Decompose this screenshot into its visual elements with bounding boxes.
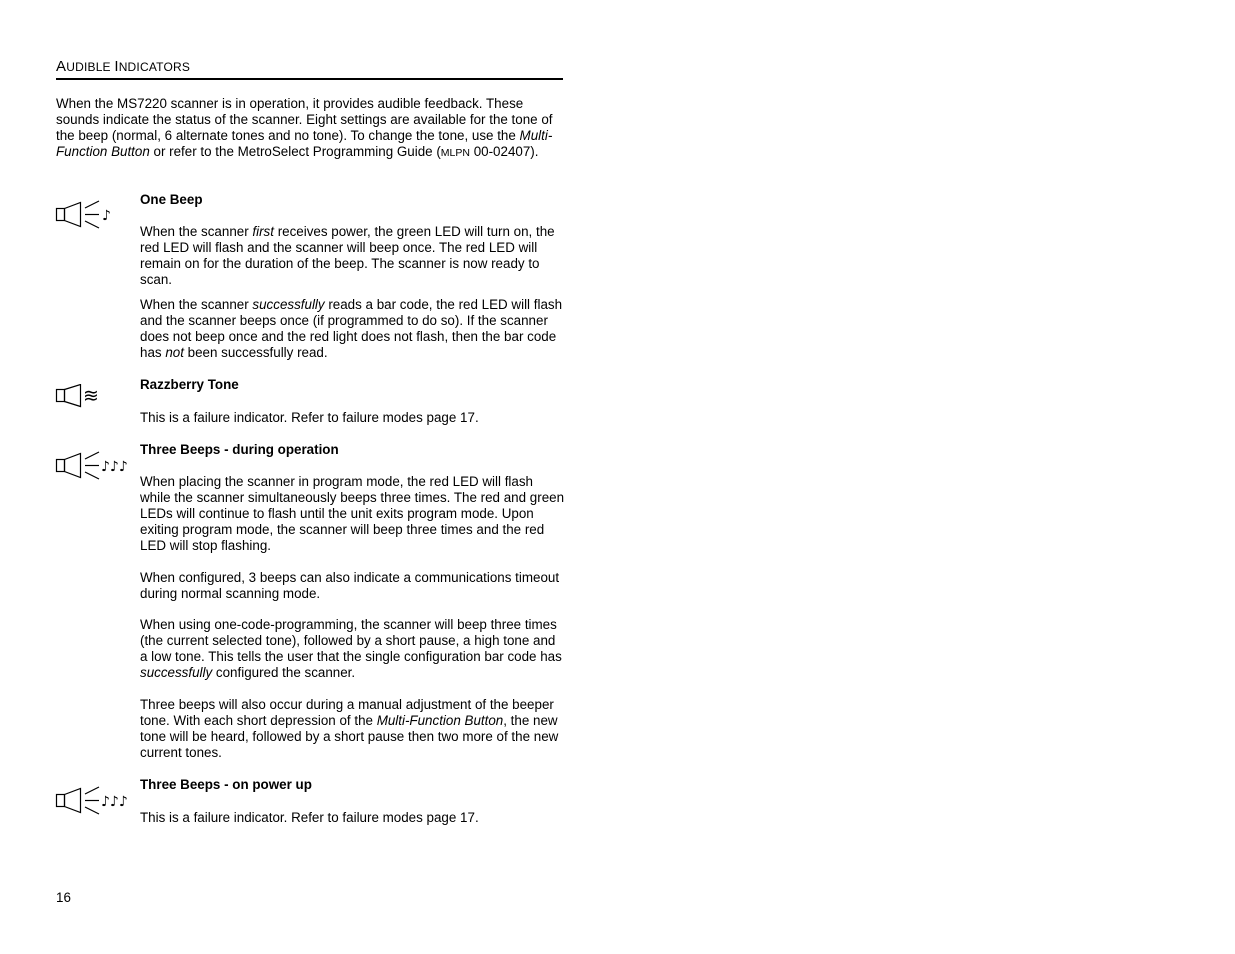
razzberry-title: Razzberry Tone: [140, 377, 239, 392]
one-beep-paragraph-2: When the scanner successfully reads a bar code, the red LED will flash and the scanner beeps once (if programmed to do so). If the scanner does not beep once and the red light does not flash, then the bar code has not been successfully read.: [140, 297, 563, 360]
heading-first-letter: A: [56, 58, 67, 75]
three-beeps-operation-paragraph-3: When using one-code-programming, the scanner will beep three times (the current selected tone), followed by a short pause, a high tone and a low tone. This tells the user that the single configuration bar code has successfully configured the scanner.: [140, 617, 562, 680]
page-number: 16: [56, 890, 71, 905]
three-beeps-operation-title: Three Beeps - during operation: [140, 442, 339, 457]
speaker-one-note-icon: [55, 198, 117, 232]
three-beeps-operation-paragraph-4: Three beeps will also occur during a manual adjustment of the beeper tone. With each short depression of the Multi-Function Button, the new tone will be heard, followed by a short pause then two more of the new current tones.: [140, 697, 559, 760]
one-beep-title: One Beep: [140, 192, 203, 207]
heading-small-caps-1: UDIBLE: [66, 60, 115, 74]
intro-text-1: When the MS7220 scanner is in operation, it provides audible feedback. These sounds indicate the status of the scanner. Eight settings are available for the tone of the beep (normal, 6 alternate tones and no tone). To change the tone, use the: [56, 96, 553, 143]
speaker-wave-icon: [55, 384, 117, 408]
intro-paragraph: [56, 96, 561, 161]
section-heading: [56, 58, 563, 80]
three-beeps-powerup-paragraph: This is a failure indicator. Refer to failure modes page 17.: [140, 810, 479, 825]
svg-text:♪: ♪: [102, 208, 111, 224]
intro-italic: Multi-Function Button: [56, 128, 553, 159]
heading-second-letter: I: [114, 58, 119, 75]
intro-text-3: 00-02407).: [469, 144, 539, 159]
intro-text-2: or refer to the MetroSelect Programming Guide (: [149, 144, 441, 159]
three-beeps-operation-paragraph-1: When placing the scanner in program mode, the red LED will flash while the scanner simultaneously beeps three times. The red and green LEDs will continue to flash until the unit exits program mode. Upon exiting program mode, the scanner will beep three times and the red LED will stop flashing.: [140, 474, 565, 553]
intro-mlpn: MLPN: [440, 147, 470, 159]
svg-text:♪♪♪: ♪♪♪: [101, 459, 128, 475]
razzberry-paragraph: This is a failure indicator. Refer to failure modes page 17.: [140, 410, 479, 425]
heading-small-caps-2: NDICATORS: [118, 60, 191, 74]
three-beeps-powerup-title: Three Beeps - on power up: [140, 777, 312, 792]
svg-text:♪♪♪: ♪♪♪: [101, 794, 128, 810]
one-beep-paragraph-1: When the scanner first receives power, the green LED will turn on, the red LED will flash and the scanner will beep once. The red LED will remain on for the duration of the beep. The scanner is now ready to scan.: [140, 224, 555, 287]
speaker-three-notes-icon: [55, 784, 137, 818]
three-beeps-operation-paragraph-2: When configured, 3 beeps can also indicate a communications timeout during normal scanning mode.: [140, 570, 560, 601]
svg-text:≋: ≋: [83, 385, 99, 407]
speaker-three-notes-icon: [55, 449, 137, 483]
